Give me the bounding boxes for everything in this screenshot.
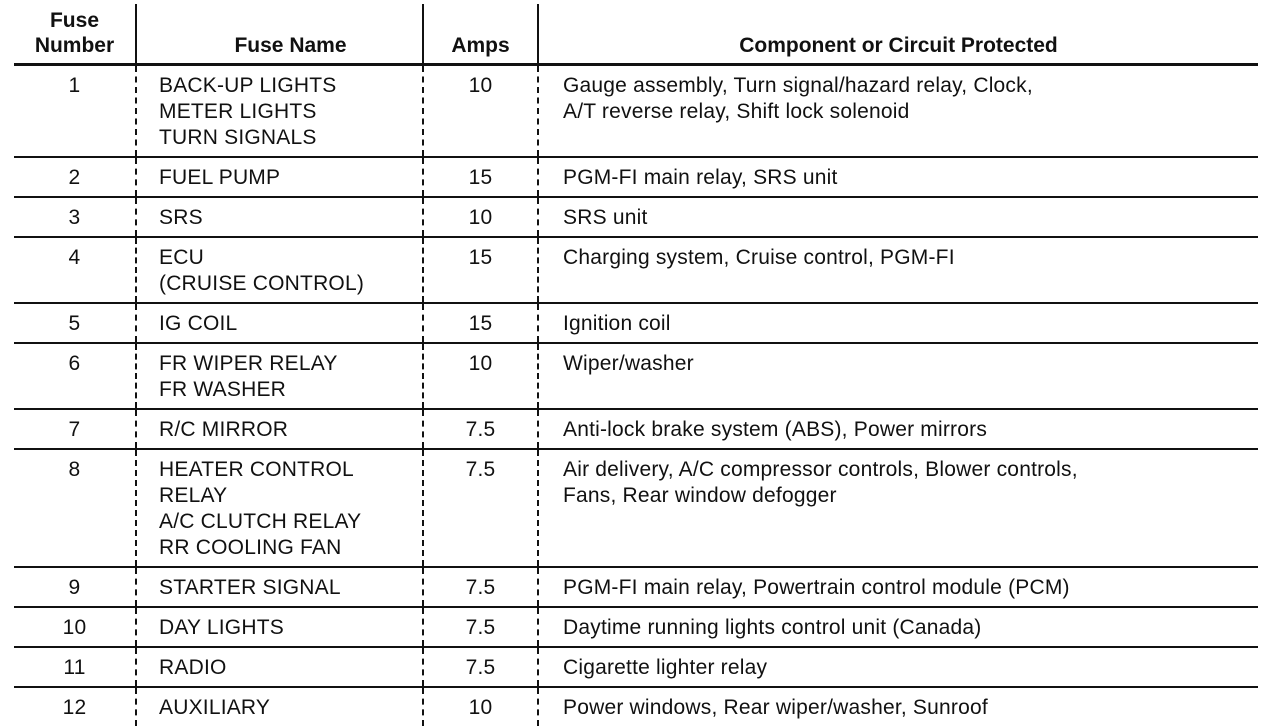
fuse-name-line: FUEL PUMP (159, 166, 281, 189)
component-cell (538, 157, 1258, 197)
component-line: Wiper/washer (563, 352, 694, 375)
table-row (14, 449, 1258, 567)
amps-cell: 7.5 (423, 567, 538, 607)
component-line: Power windows, Rear wiper/washer, Sunroof (563, 696, 988, 719)
component-line: Ignition coil (563, 312, 671, 335)
component-cell (538, 197, 1258, 237)
fuse-number-cell: 10 (14, 607, 136, 647)
table-row (14, 409, 1258, 449)
table-row (14, 303, 1258, 343)
fuse-name-cell (136, 197, 423, 237)
fuse-name-line: ECU (159, 246, 204, 269)
amps-cell: 7.5 (423, 409, 538, 449)
table-row (14, 607, 1258, 647)
component-cell (538, 65, 1258, 158)
fuse-name-line: (CRUISE CONTROL) (159, 272, 365, 295)
header-fuse-number: Fuse Number (14, 4, 136, 65)
amps-cell: 15 (423, 157, 538, 197)
fuse-name-line: BACK-UP LIGHTS (159, 74, 337, 97)
component-line: SRS unit (563, 206, 648, 229)
fuse-name-line: HEATER CONTROL (159, 458, 354, 481)
fuse-name-line: R/C MIRROR (159, 418, 289, 441)
fuse-number-cell: 7 (14, 409, 136, 449)
amps-cell: 10 (423, 65, 538, 158)
fuse-table (14, 4, 1258, 726)
fuse-name-cell (136, 647, 423, 687)
table-row (14, 343, 1258, 409)
fuse-name-cell (136, 449, 423, 567)
component-cell (538, 303, 1258, 343)
header-row (14, 4, 1258, 65)
fuse-name-line: METER LIGHTS (159, 100, 317, 123)
fuse-name-line: TURN SIGNALS (159, 126, 317, 149)
component-cell (538, 647, 1258, 687)
fuse-name-line: AUXILIARY (159, 696, 271, 719)
fuse-name-line: FR WASHER (159, 378, 287, 401)
amps-cell: 15 (423, 237, 538, 303)
amps-cell: 15 (423, 303, 538, 343)
component-line: Anti-lock brake system (ABS), Power mirrors (563, 418, 988, 441)
table-row (14, 687, 1258, 726)
fuse-name-cell (136, 687, 423, 726)
table-row (14, 157, 1258, 197)
amps-cell: 10 (423, 687, 538, 726)
fuse-name-line: RR COOLING FAN (159, 536, 342, 559)
amps-cell: 7.5 (423, 647, 538, 687)
fuse-name-cell (136, 409, 423, 449)
fuse-name-line: IG COIL (159, 312, 238, 335)
fuse-number-cell: 4 (14, 237, 136, 303)
fuse-number-cell: 9 (14, 567, 136, 607)
amps-cell: 7.5 (423, 607, 538, 647)
header-component: Component or Circuit Protected (538, 4, 1258, 65)
component-line: PGM-FI main relay, SRS unit (563, 166, 838, 189)
header-fuse-name: Fuse Name (136, 4, 423, 65)
fuse-name-cell (136, 343, 423, 409)
table-row (14, 237, 1258, 303)
component-cell (538, 449, 1258, 567)
fuse-name-line: STARTER SIGNAL (159, 576, 341, 599)
component-line: Fans, Rear window defogger (563, 484, 837, 507)
fuse-name-line: RELAY (159, 484, 228, 507)
component-line: Daytime running lights control unit (Canada) (563, 616, 982, 639)
header-amps: Amps (423, 4, 538, 65)
fuse-name-line: FR WIPER RELAY (159, 352, 338, 375)
fuse-name-cell (136, 65, 423, 158)
component-cell (538, 237, 1258, 303)
fuse-name-cell (136, 237, 423, 303)
fuse-name-line: RADIO (159, 656, 227, 679)
fuse-number-cell: 5 (14, 303, 136, 343)
fuse-number-cell: 2 (14, 157, 136, 197)
fuse-name-cell (136, 157, 423, 197)
fuse-name-line: A/C CLUTCH RELAY (159, 510, 362, 533)
table-body (14, 65, 1258, 726)
table-row (14, 65, 1258, 158)
fuse-number-cell: 8 (14, 449, 136, 567)
component-line: Cigarette lighter relay (563, 656, 768, 679)
component-line: A/T reverse relay, Shift lock solenoid (563, 100, 910, 123)
fuse-name-line: DAY LIGHTS (159, 616, 284, 639)
component-cell (538, 567, 1258, 607)
table-row (14, 197, 1258, 237)
table-row (14, 647, 1258, 687)
component-cell (538, 607, 1258, 647)
fuse-number-cell: 12 (62, 696, 87, 719)
component-cell (538, 409, 1258, 449)
amps-cell: 7.5 (423, 449, 538, 567)
fuse-number-cell: 1 (14, 65, 136, 158)
table-row (14, 567, 1258, 607)
fuse-name-cell (136, 607, 423, 647)
amps-cell: 10 (423, 343, 538, 409)
fuse-name-cell (136, 567, 423, 607)
component-line: Charging system, Cruise control, PGM-FI (563, 246, 955, 269)
component-cell (538, 343, 1258, 409)
component-line: Gauge assembly, Turn signal/hazard relay, Clock, (563, 74, 1033, 97)
component-line: Air delivery, A/C compressor controls, Blower controls, (563, 458, 1078, 481)
fuse-name-cell (136, 303, 423, 343)
fuse-number-cell: 11 (14, 647, 136, 687)
fuse-number-cell: 6 (14, 343, 136, 409)
component-cell (538, 687, 1258, 726)
fuse-name-line: SRS (159, 206, 203, 229)
fuse-number-cell: 3 (14, 197, 136, 237)
component-line: PGM-FI main relay, Powertrain control module (PCM) (563, 576, 1070, 599)
amps-cell: 10 (423, 197, 538, 237)
